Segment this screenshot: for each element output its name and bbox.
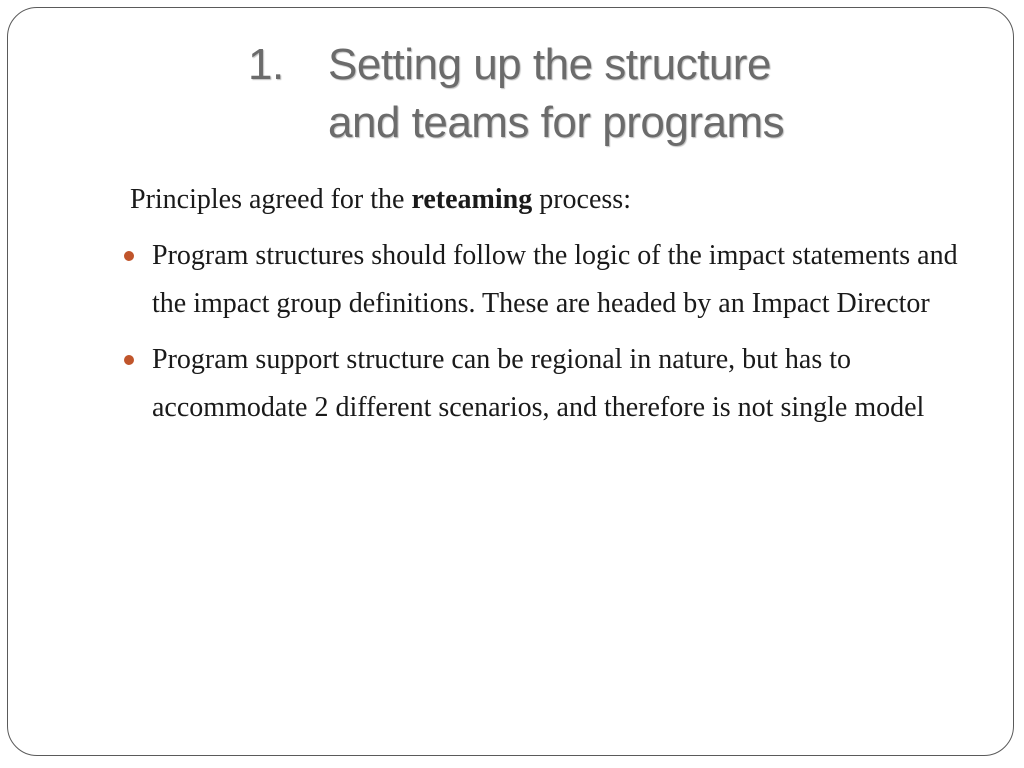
intro-prefix: Principles agreed for the — [130, 184, 412, 215]
title-line-1 — [240, 36, 960, 94]
bullet-dot-icon — [124, 355, 134, 365]
intro-suffix: process: — [532, 184, 631, 215]
slide-body — [116, 176, 986, 432]
intro-text — [130, 176, 986, 224]
intro-bold: reteaming — [411, 184, 533, 215]
slide-frame — [7, 7, 1014, 756]
title-text-1: Setting up the structure — [328, 40, 771, 89]
bullet-item-2 — [116, 336, 986, 432]
slide-title — [240, 36, 960, 152]
bullet-dot-icon — [124, 251, 134, 261]
bullet-text-2: Program support structure can be regional in nature, but has to accommodate 2 different scenarios, and therefore is not single model — [152, 344, 925, 423]
title-number: 1. — [248, 40, 284, 89]
bullet-text-1: Program structures should follow the logic of the impact statements and the impact group definitions. These are headed by an Impact Director — [152, 240, 958, 319]
bullet-item-1 — [116, 232, 986, 328]
title-text-2: and teams for programs — [328, 98, 785, 147]
